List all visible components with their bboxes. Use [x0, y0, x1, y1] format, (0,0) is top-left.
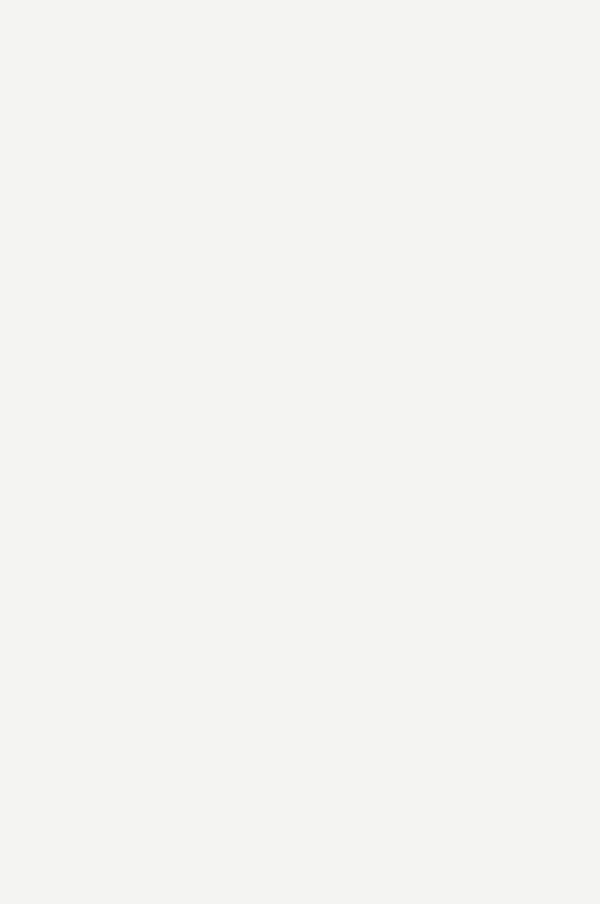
book-page	[52, 38, 546, 100]
